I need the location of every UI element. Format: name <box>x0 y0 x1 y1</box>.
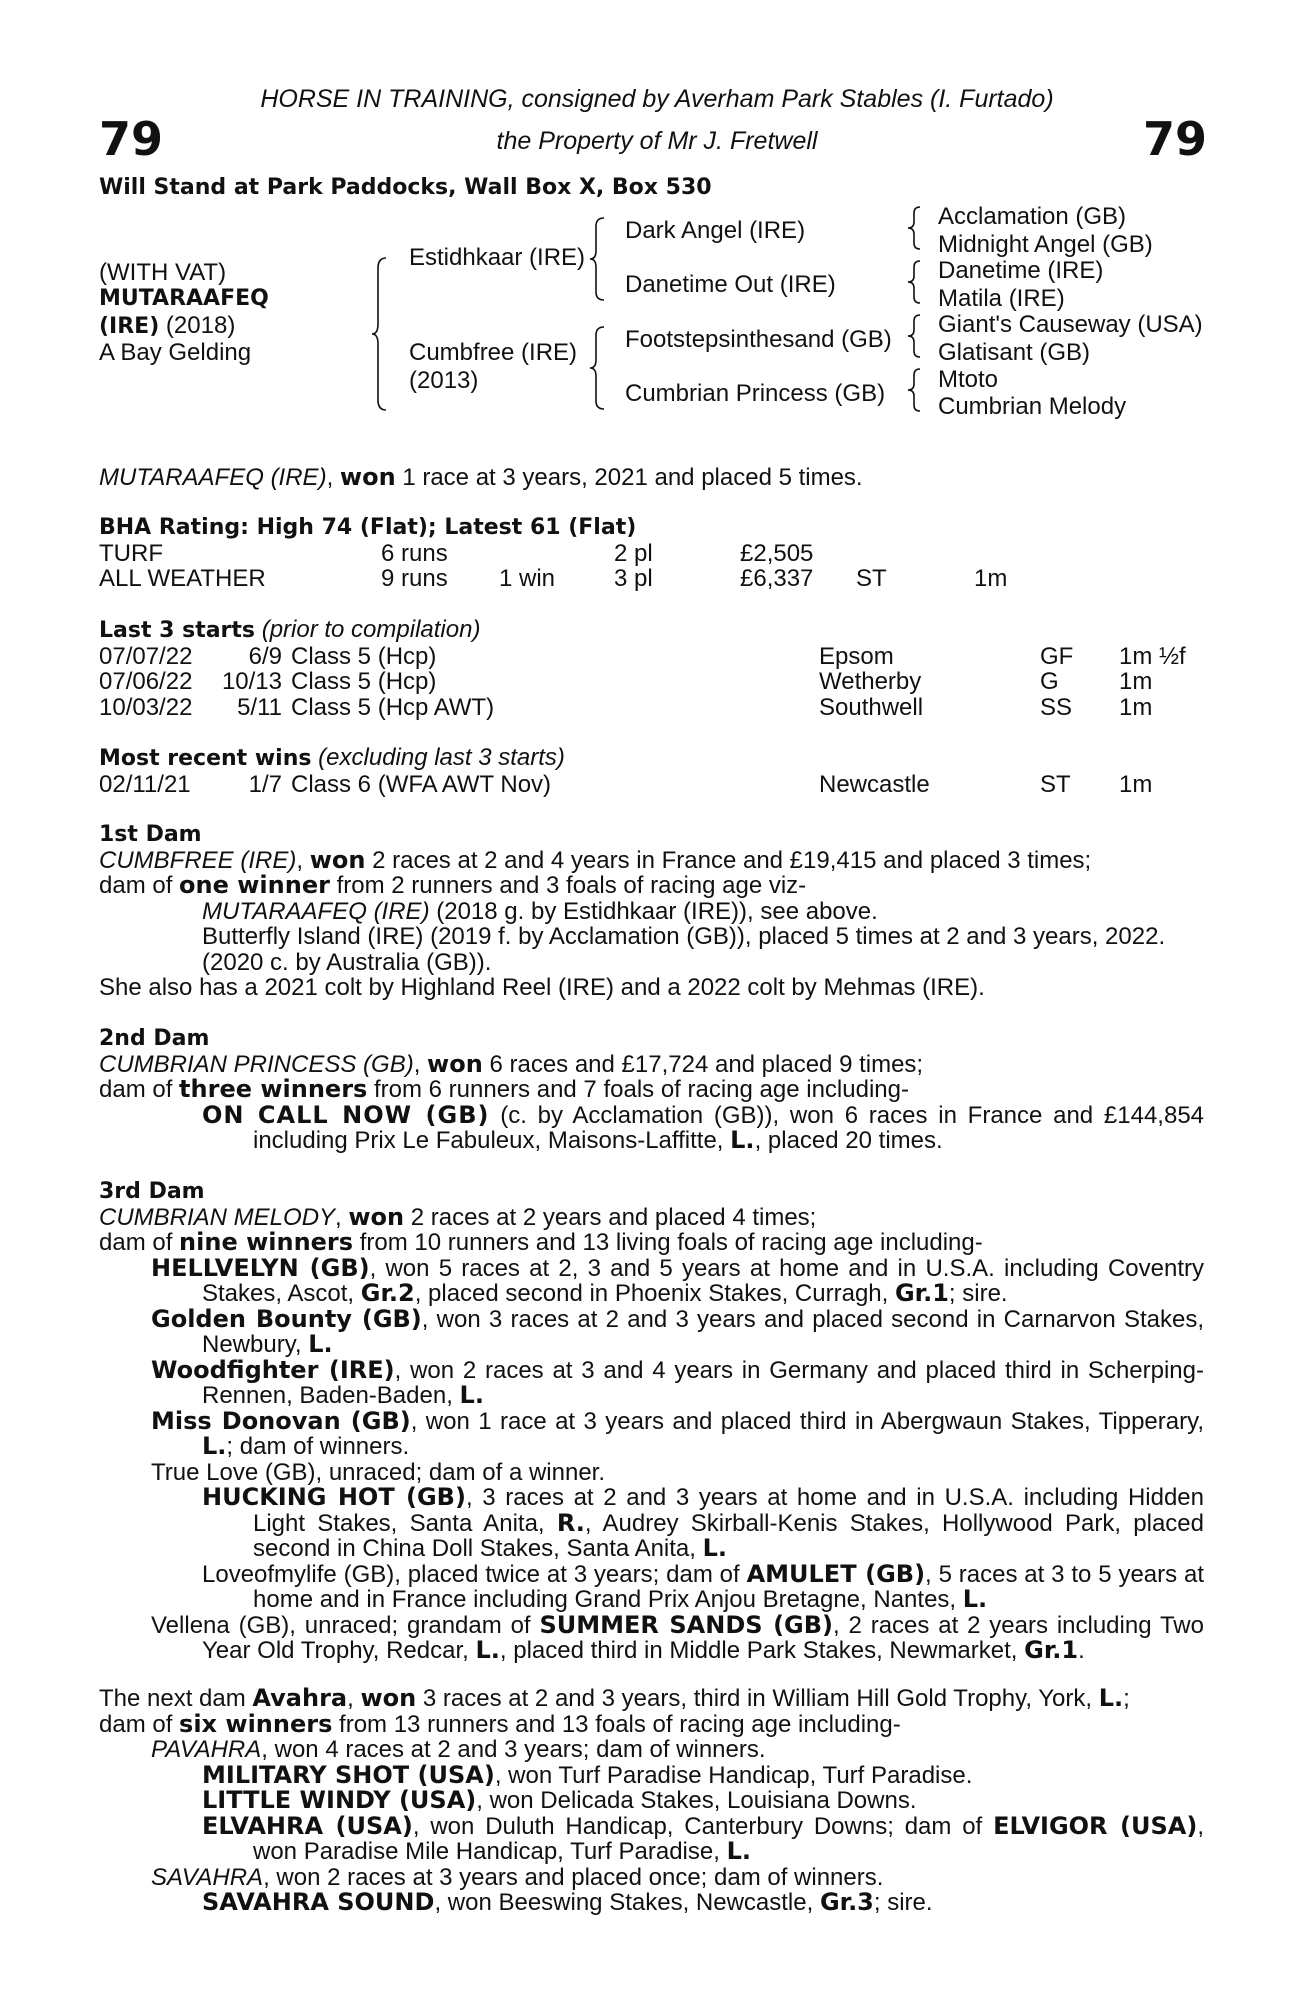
second-dam-section: 2nd Dam CUMBRIAN PRINCESS (GB), won 6 races and £17,724 and placed 9 times; dam of three winners from 6 runners and 7 foals of racing age including- ON CALL NOW (GB) (c. by Acclamation (GB)), won 6 races in France and £144,854 including Prix Le Fabuleux, Maisons-Laffitte, L., placed 20 times. <box>99 1026 1205 1154</box>
listed-label: L. <box>308 1330 333 1358</box>
pedigree-g1: Acclamation (GB) <box>938 203 1127 230</box>
listed-label: L. <box>202 1432 227 1460</box>
start-row <box>99 644 1204 670</box>
vat-note: (WITH VAT) <box>99 259 227 286</box>
pedigree-g6: Glatisant (GB) <box>938 339 1091 366</box>
group-label: Gr.3 <box>819 1888 874 1916</box>
pedigree-dam-year: (2013) <box>409 367 479 394</box>
foal-record: (2018 g. by Estidhkaar (IRE)), see above. <box>429 897 878 925</box>
produce-entry <box>99 1355 1204 1409</box>
horse-origin <box>99 313 235 340</box>
start-row <box>99 669 1204 695</box>
first-dam-record: 2 races at 2 and 4 years in France and £19,415 and placed 3 times; <box>365 846 1092 874</box>
won-label: won <box>309 845 366 874</box>
produce-record: ; sire. <box>948 1280 1008 1307</box>
start-class: Class 5 (Hcp) <box>291 668 437 695</box>
win-distance: 1m <box>1119 770 1153 798</box>
pedigree-g7: Mtoto <box>938 366 999 393</box>
text: dam of <box>99 1229 180 1256</box>
rating-surface: ALL WEATHER <box>99 565 266 592</box>
rating-distance: 1m <box>974 565 1008 592</box>
horse-description: A Bay Gelding <box>99 339 252 366</box>
start-course: Southwell <box>819 693 924 721</box>
pedigree-g-brace-2 <box>908 261 926 303</box>
recent-wins-title: Most recent wins <box>99 746 312 771</box>
start-class: Class 5 (Hcp AWT) <box>291 693 495 721</box>
text: ; <box>1123 1685 1130 1712</box>
produce-record: , placed third in Middle Park Stakes, Newmarket, <box>499 1637 1025 1664</box>
pedigree-g-brace-3 <box>908 315 926 357</box>
pedigree-sire-sire: Dark Angel (IRE) <box>625 217 806 244</box>
text: , <box>347 1685 361 1712</box>
rating-title: BHA Rating: High 74 (Flat); Latest 61 (Flat) <box>99 515 637 540</box>
restricted-label: R. <box>556 1508 585 1537</box>
produce-record: , won Delicada Stakes, Louisiana Downs. <box>476 1787 917 1814</box>
win-course: Newcastle <box>819 770 930 798</box>
rating-placed: 3 pl <box>614 565 653 592</box>
produce-record: , placed 20 times. <box>754 1127 943 1154</box>
foal-entry: (2020 c. by Australia (GB)). <box>202 948 492 976</box>
produce-record: ; sire. <box>873 1889 933 1916</box>
produce-entry <box>99 1406 1204 1460</box>
listed-label: L. <box>730 1126 755 1154</box>
recent-wins-section <box>99 745 1204 797</box>
produce-name: ELVAHRA (USA) <box>202 1811 413 1840</box>
group-label: Gr.1 <box>894 1279 949 1307</box>
rating-going: ST <box>856 565 887 592</box>
produce-record: , 2 races at 2 years including Two Year Old Trophy, Redcar, <box>202 1611 1204 1664</box>
text: The next dam <box>99 1685 253 1712</box>
pedigree-dam-sire: Footstepsinthesand (GB) <box>625 326 892 353</box>
pedigree-g-brace-1 <box>908 207 926 249</box>
last-starts-section <box>99 617 1204 720</box>
start-date: 10/03/22 <box>99 693 193 721</box>
text: dam of <box>99 872 180 899</box>
produce-record: , Audrey Skirball-Kenis Stakes, Hollywood Park, placed second in China Doll Stakes, Santa Anita, <box>253 1509 1205 1562</box>
listed-label: L. <box>702 1534 728 1562</box>
pedigree-dam: Cumbfree (IRE) <box>409 339 578 366</box>
produce-record: , won 5 races at 2, 3 and 5 years at home and in U.S.A. including Coventry Stakes, Ascot, <box>202 1254 1204 1307</box>
third-dam-name: CUMBRIAN MELODY <box>99 1203 336 1231</box>
second-dam-name: CUMBRIAN PRINCESS (GB) <box>99 1050 414 1078</box>
lot-number-right: 79 <box>1142 112 1207 166</box>
produce-name: Woodfighter (IRE) <box>151 1355 395 1384</box>
summary-horse-name: MUTARAAFEQ (IRE) <box>99 464 327 491</box>
rating-section <box>99 515 1204 592</box>
consignor-line: HORSE IN TRAINING, consigned by Averham Park Stables (I. Furtado) <box>260 85 1054 113</box>
start-going: SS <box>1040 693 1073 721</box>
rating-row-aw <box>99 566 1204 592</box>
produce-entry <box>99 1485 1204 1562</box>
produce-record: . <box>1078 1637 1085 1664</box>
start-distance: 1m ½f <box>1119 642 1186 670</box>
pedigree-g3: Danetime (IRE) <box>938 257 1104 284</box>
foal-entry: Butterfly Island (IRE) (2019 f. by Acclamation (GB)), placed 5 times at 2 and 3 years, 2022. <box>202 923 1166 950</box>
pedigree-dam-brace <box>590 327 610 409</box>
produce-entry <box>99 1253 1204 1307</box>
produce-record: Loveofmylife (GB), placed twice at 3 years; dam of <box>202 1560 747 1588</box>
rating-runs: 9 runs <box>381 565 448 592</box>
produce-record: , won 3 races at 2 and 3 years and placed second in Carnarvon Stakes, Newbury, <box>202 1305 1204 1358</box>
produce-record: , won Paradise Mile Handicap, Turf Paradise, <box>253 1812 1205 1865</box>
produce-record: , won 2 races at 3 and 4 years in Germany and placed third in Scherping-Rennen, Baden-Baden, <box>202 1356 1204 1409</box>
produce-name: Golden Bounty (GB) <box>151 1304 422 1333</box>
second-dam-title: 2nd Dam <box>99 1026 210 1051</box>
next-dam-section <box>99 1686 1204 1916</box>
start-course: Wetherby <box>819 668 922 695</box>
produce-entry <box>99 1304 1204 1358</box>
produce-name: HELLVELYN (GB) <box>151 1253 370 1282</box>
next-dam-name: Avahra <box>252 1684 348 1712</box>
last-starts-note: (prior to compilation) <box>255 616 481 643</box>
start-class: Class 5 (Hcp) <box>291 642 437 670</box>
pedigree-dam-dam: Cumbrian Princess (GB) <box>625 380 886 407</box>
win-going: ST <box>1040 770 1071 798</box>
produce-record: , won 1 race at 3 years and placed third in Abergwaun Stakes, Tipperary, <box>410 1407 1204 1435</box>
winners-count: three winners <box>179 1075 368 1103</box>
won-label: won <box>348 1202 405 1231</box>
start-going: GF <box>1040 642 1074 670</box>
first-dam-title: 1st Dam <box>99 822 202 847</box>
listed-label: L. <box>726 1837 751 1865</box>
text: from 10 runners and 13 living foals of racing age including- <box>353 1229 983 1256</box>
winners-count: six winners <box>179 1709 333 1738</box>
produce-name: SAVAHRA <box>151 1863 264 1891</box>
start-position: 5/11 <box>237 693 282 721</box>
win-date: 02/11/21 <box>99 770 191 798</box>
pedigree-g2: Midnight Angel (GB) <box>938 231 1153 258</box>
start-going: G <box>1040 668 1059 695</box>
pedigree-g5: Giant's Causeway (USA) <box>938 311 1203 338</box>
start-course: Epsom <box>819 642 894 670</box>
horse-country: (IRE) <box>99 314 160 339</box>
rating-prize: £2,505 <box>740 539 814 567</box>
start-date: 07/07/22 <box>99 642 193 670</box>
produce-name: Miss Donovan (GB) <box>151 1406 411 1435</box>
listed-label: L. <box>475 1636 500 1664</box>
text: dam of <box>99 1076 180 1103</box>
start-distance: 1m <box>1119 668 1153 695</box>
race-summary: MUTARAAFEQ (IRE), won 1 race at 3 years, 2021 and placed 5 times. <box>99 463 863 491</box>
produce-record: , won Beeswing Stakes, Newcastle, <box>434 1889 820 1916</box>
produce-name: AMULET (GB) <box>746 1559 926 1588</box>
produce-name: PAVAHRA <box>151 1736 262 1763</box>
produce-record: ; dam of winners. <box>226 1433 410 1460</box>
produce-name: SAVAHRA SOUND <box>202 1888 435 1916</box>
rating-wins: 1 win <box>499 565 556 592</box>
first-dam-section: 1st Dam CUMBFREE (IRE), won 2 races at 2 and 4 years in France and £19,415 and placed 3 times; dam of one winner from 2 runners and 3 foals of racing age viz- MUTARAAFEQ (IRE) (2018 g. by Estidhkaar (IRE)), see above. Butterfly Island (IRE) (2019 f. by Acclamation (GB)), placed 5 times at 2 and 3 years, 2022. (2020 c. by Australia (GB)). She also has a 2021 colt by Highland Reel (IRE) and a 2022 colt by Mehmas (IRE). <box>99 822 1204 1001</box>
listed-label: L. <box>1098 1684 1124 1712</box>
start-position: 10/13 <box>221 668 282 695</box>
summary-text: 1 race at 3 years, 2021 and placed 5 times. <box>395 464 863 491</box>
text: from 6 runners and 7 foals of racing age including- <box>367 1076 909 1103</box>
produce-record: Vellena (GB), unraced; grandam of <box>151 1611 540 1639</box>
lot-number-left: 79 <box>99 112 164 166</box>
won-label: won <box>360 1684 417 1712</box>
third-dam-title: 3rd Dam <box>99 1179 205 1204</box>
winners-count: nine winners <box>179 1228 354 1256</box>
produce-entry <box>99 1811 1205 1865</box>
produce-entry <box>99 1610 1204 1664</box>
first-dam-also: She also has a 2021 colt by Highland Reel (IRE) and a 2022 colt by Mehmas (IRE). <box>99 974 985 1001</box>
win-class: Class 6 (WFA AWT Nov) <box>291 770 552 798</box>
produce-entry <box>99 1559 1204 1613</box>
group-label: Gr.1 <box>1024 1636 1079 1664</box>
produce-record: , 5 races at 3 to 5 years at home and in France including Grand Prix Anjou Bretagne, Nantes, <box>253 1560 1204 1613</box>
produce-record: , won Duluth Handicap, Canterbury Downs; dam of <box>412 1812 994 1840</box>
second-dam-record: 6 races and £17,724 and placed 9 times; <box>482 1050 924 1078</box>
horse-year: (2018) <box>159 312 236 339</box>
first-dam-name: CUMBFREE (IRE) <box>99 846 297 874</box>
start-date: 07/06/22 <box>99 668 193 695</box>
produce-name: ON CALL NOW (GB) <box>202 1100 490 1129</box>
winners-count: one winner <box>179 871 330 899</box>
pedigree-g4: Matila (IRE) <box>938 285 1065 312</box>
text: from 13 runners and 13 foals of racing age including- <box>332 1710 901 1738</box>
produce-entry: True Love (GB), unraced; dam of a winner. <box>151 1458 605 1486</box>
start-distance: 1m <box>1119 693 1153 721</box>
last-starts-title: Last 3 starts <box>99 618 256 643</box>
group-label: Gr.2 <box>360 1279 415 1307</box>
produce-record: , won Turf Paradise Handicap, Turf Paradise. <box>494 1761 973 1789</box>
text: from 2 runners and 3 foals of racing age viz- <box>329 872 807 899</box>
produce-record: , 3 races at 2 and 3 years at home and in U.S.A. including Hidden Light Stakes, Santa Anita, <box>253 1484 1204 1537</box>
produce-record: , placed second in Phoenix Stakes, Curragh, <box>414 1280 895 1307</box>
start-position: 6/9 <box>248 642 282 670</box>
win-row <box>99 772 1204 798</box>
rating-surface: TURF <box>99 539 163 567</box>
pedigree-main-brace <box>372 258 392 410</box>
pedigree-g-brace-4 <box>908 369 926 411</box>
listed-label: L. <box>962 1585 988 1613</box>
produce-record: (c. by Acclamation (GB)), won 6 races in France and £144,854 including Prix Le Fabuleux, Maisons-Laffitte, <box>253 1101 1205 1154</box>
recent-wins-note: (excluding last 3 starts) <box>311 744 565 771</box>
produce-name: LITTLE WINDY (USA) <box>202 1786 477 1814</box>
won-label: won <box>427 1049 483 1078</box>
horse-name: MUTARAAFEQ <box>99 286 269 311</box>
produce-name: ELVIGOR (USA) <box>993 1811 1198 1840</box>
win-position: 1/7 <box>248 770 282 798</box>
pedigree-sire-dam: Danetime Out (IRE) <box>625 271 836 298</box>
produce-record: , won 4 races at 2 and 3 years; dam of winners. <box>261 1736 766 1763</box>
produce-entry <box>99 1100 1205 1154</box>
pedigree-sire: Estidhkaar (IRE) <box>409 244 586 271</box>
rating-placed: 2 pl <box>614 539 653 567</box>
third-dam-section: 3rd Dam CUMBRIAN MELODY, won 2 races at 2 years and placed 4 times; dam of nine winners from 10 runners and 13 living foals of racing age including- HELLVELYN (GB), won 5 races at 2, 3 and 5 years at home and in U.S.A. including Coventry Stakes, Ascot, Gr.2, placed second in Phoenix Stakes, Curragh, Gr.1; sire. Golden Bounty (GB), won 3 races at 2 and 3 years and placed second in Carnarvon Stakes, Newbury, L. Woodfighter (IRE), won 2 races at 3 and 4 years in Germany and placed third in Scherping-Rennen, Baden-Baden, L. Miss Donovan (GB), won 1 race at 3 years and placed third in Abergwaun Stakes, Tipperary, L.; dam of winners. True Love (GB), unraced; dam of a winner. HUCKING HOT (GB), 3 races at 2 and 3 years at home and in U.S.A. including Hidden Light Stakes, Santa Anita, R., Audrey Skirball-Kenis Stakes, Hollywood Park, placed second in China Doll Stakes, Santa Anita, L. Loveofmylife (GB), placed twice at 3 years; dam of AMULET (GB), 5 races at 3 to 5 years at home and in France including Grand Prix Anjou Bretagne, Nantes, L. Vellena (GB), unraced; grandam of SUMMER SANDS (GB), 2 races at 2 years including Two Year Old Trophy, Redcar, L., placed third in Middle Park Stakes, Newmarket, Gr.1. <box>99 1179 1205 1664</box>
listed-label: L. <box>459 1381 484 1409</box>
produce-name: SUMMER SANDS (GB) <box>539 1610 833 1639</box>
foal-name: MUTARAAFEQ (IRE) <box>202 897 430 925</box>
produce-name: HUCKING HOT (GB) <box>202 1483 466 1511</box>
rating-runs: 6 runs <box>381 539 448 567</box>
next-dam-record: 3 races at 2 and 3 years, third in William Hill Gold Trophy, York, <box>416 1685 1099 1712</box>
produce-name: MILITARY SHOT (USA) <box>202 1760 495 1789</box>
rating-prize: £6,337 <box>740 565 814 592</box>
pedigree-sire-brace <box>590 218 610 300</box>
start-row <box>99 695 1204 721</box>
property-line: the Property of Mr J. Fretwell <box>496 127 818 155</box>
stand-location: Will Stand at Park Paddocks, Wall Box X, Box 530 <box>99 175 712 200</box>
summary-won: won <box>339 463 396 491</box>
third-dam-record: 2 races at 2 years and placed 4 times; <box>404 1203 817 1231</box>
rating-row-turf <box>99 541 1204 567</box>
produce-record: , won 2 races at 3 years and placed once; dam of winners. <box>263 1863 884 1891</box>
pedigree-g8: Cumbrian Melody <box>938 393 1127 420</box>
text: dam of <box>99 1710 180 1738</box>
